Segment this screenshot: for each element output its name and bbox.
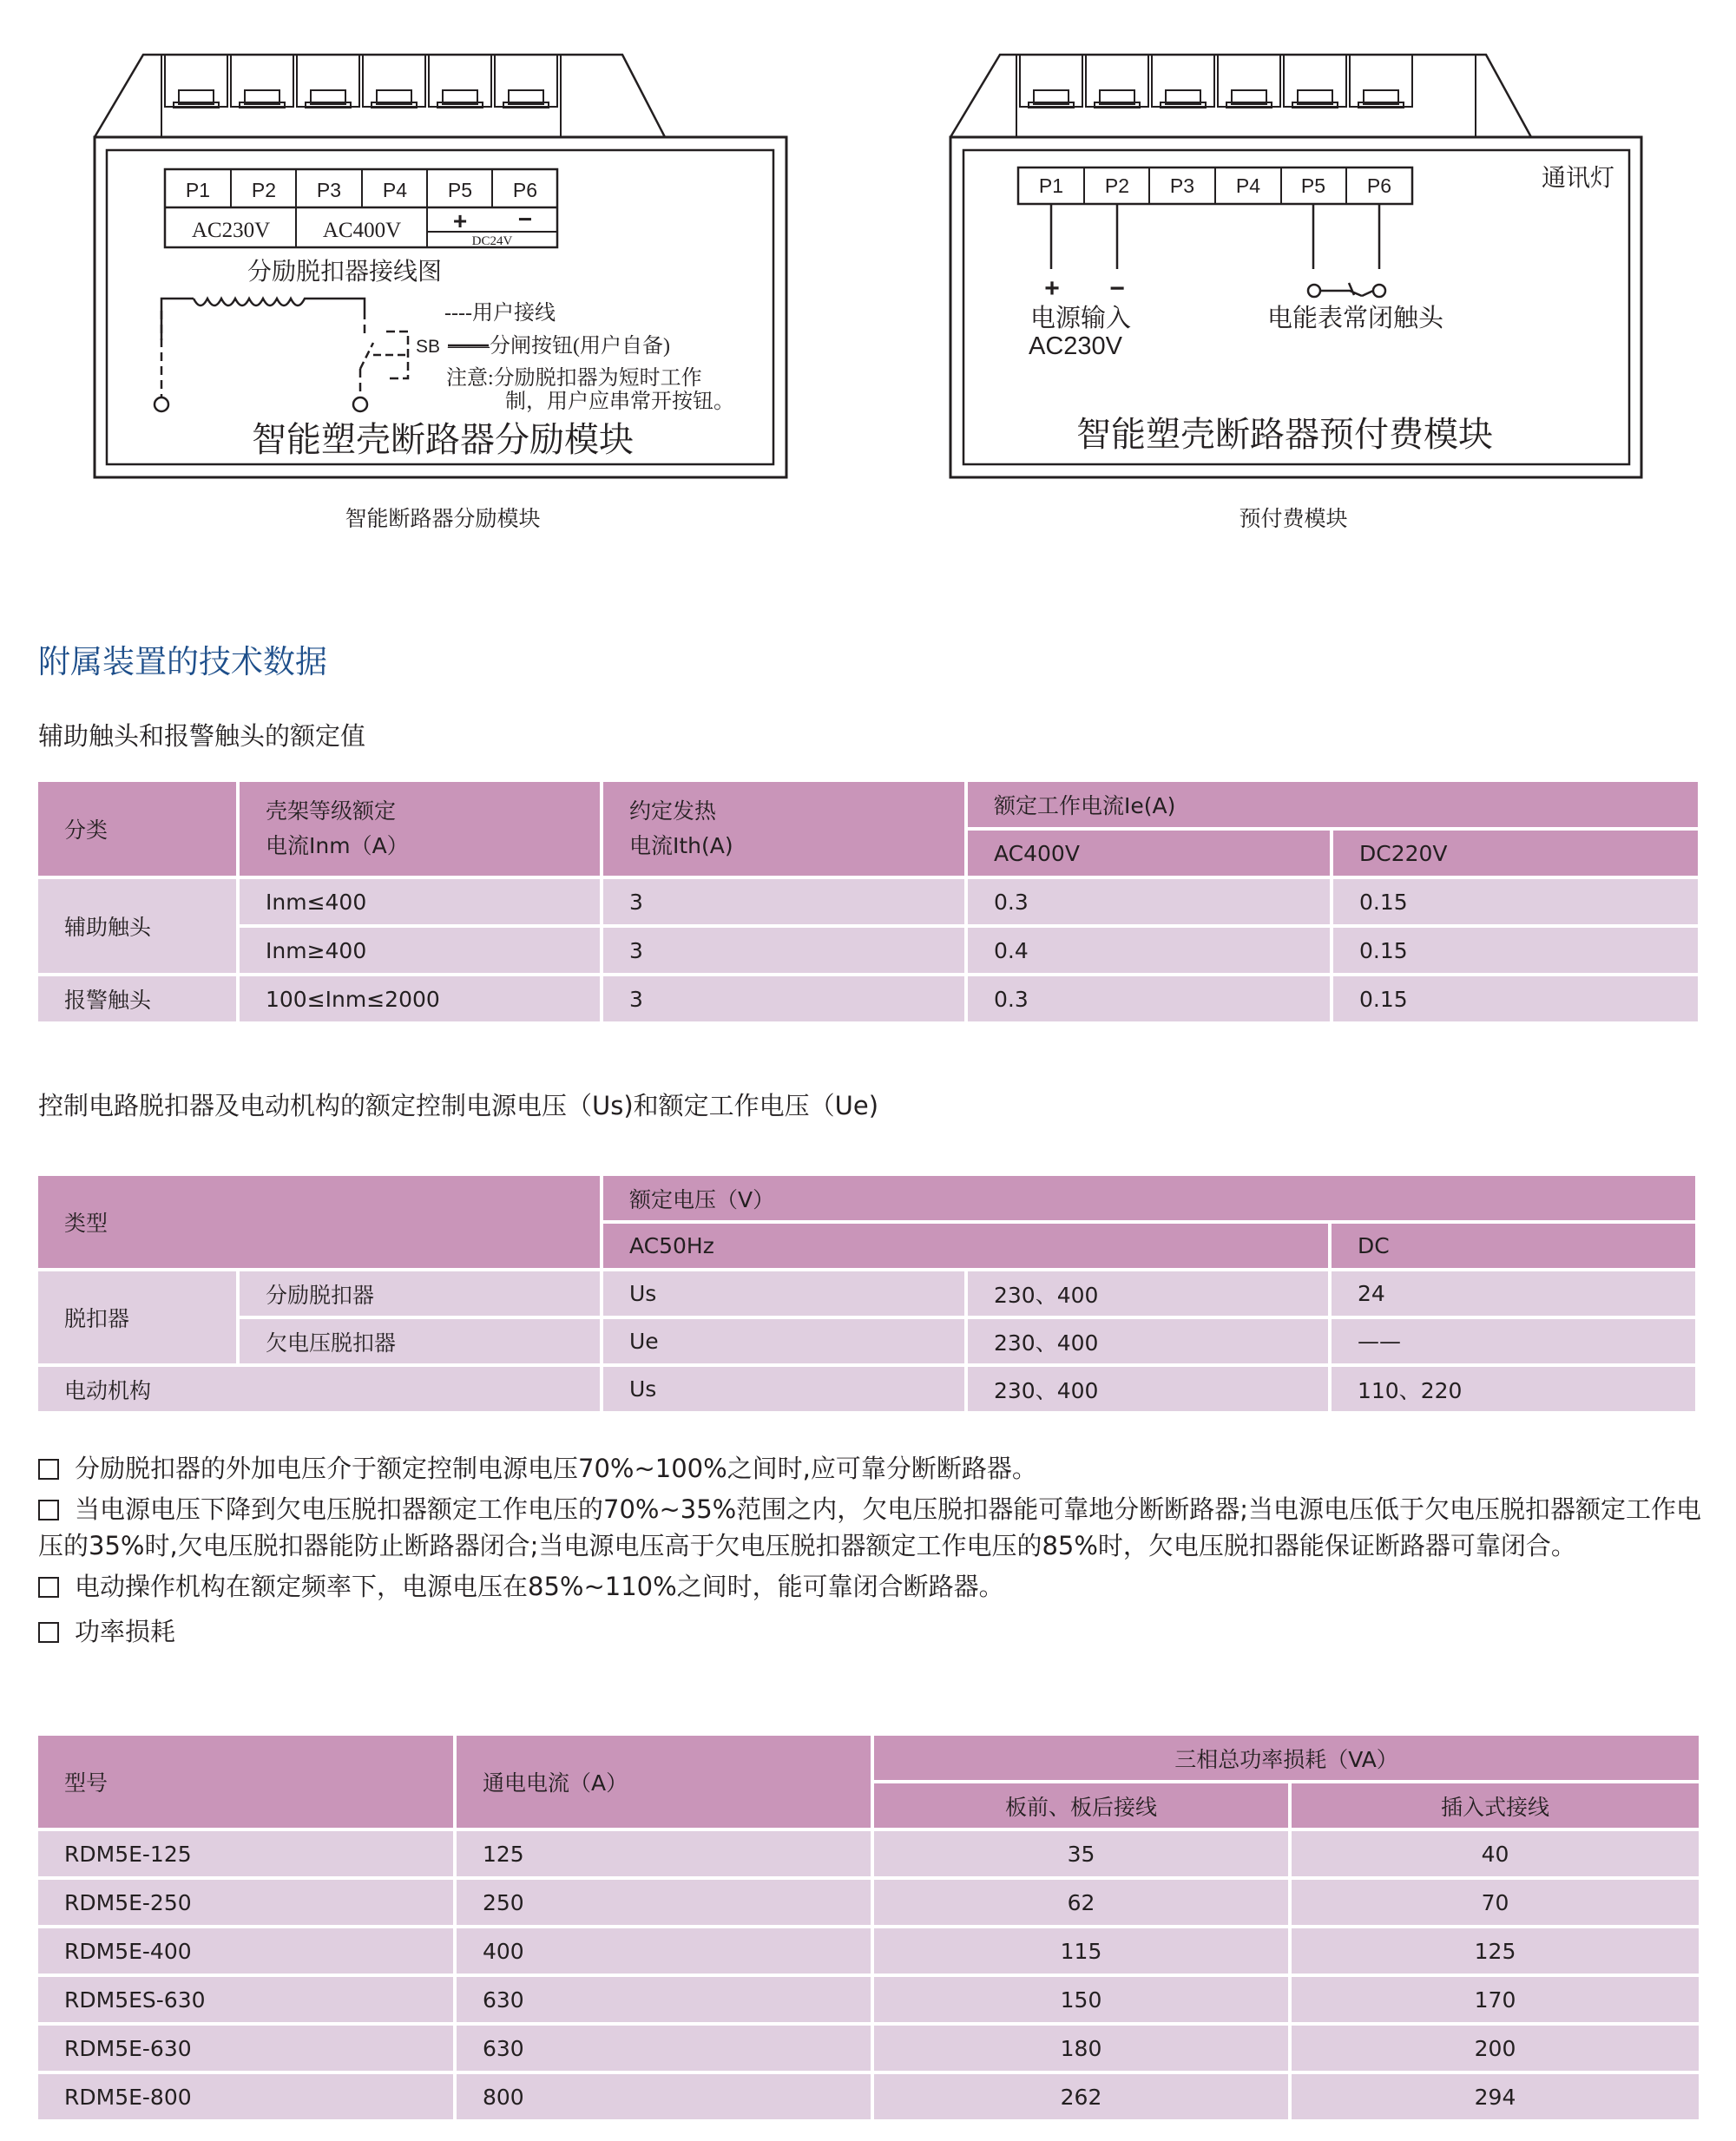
cell-plugin: 170 (1292, 1977, 1699, 2022)
terminal-label: P4 (382, 179, 408, 201)
cell-symbol: Us (603, 1271, 964, 1316)
cell-inm: Inm≤400 (240, 879, 600, 924)
header-power-loss: 三相总功率损耗（VA） (874, 1736, 1699, 1780)
cell-front-back: 262 (874, 2074, 1288, 2119)
table-row (38, 1831, 1699, 1876)
note-item (38, 1451, 1713, 1486)
table-row (38, 1977, 1699, 2022)
terminal-screw-icon (231, 55, 293, 107)
checkbox-square-icon (38, 1500, 59, 1520)
note-text: 功率损耗 (75, 1617, 176, 1646)
cell-current: 400 (457, 1928, 871, 1974)
table-row (38, 976, 1698, 1021)
cell-current: 630 (457, 1977, 871, 2022)
notes-list (38, 1451, 1713, 1649)
dc-label: DC24V (471, 234, 513, 248)
prepaid-module-caption: 预付费模块 (1239, 506, 1348, 531)
cell-symbol: Ue (603, 1319, 964, 1363)
header-ac50hz: AC50Hz (603, 1224, 1328, 1268)
cell-front-back: 150 (874, 1977, 1288, 2022)
cell-current: 125 (457, 1831, 871, 1876)
terminal-screw-icon (1350, 55, 1412, 107)
cell-ith: 3 (603, 879, 964, 924)
cell-ith: 3 (603, 976, 964, 1021)
power-voltage-label: AC230V (1029, 332, 1123, 360)
header-dc220v: DC220V (1333, 831, 1698, 876)
cell-plugin: 125 (1292, 1928, 1699, 1974)
cell-current: 250 (457, 1880, 871, 1925)
header-rated-voltage: 额定电压（V） (603, 1176, 1695, 1220)
contact-ratings-table (35, 778, 1701, 1025)
cell-current: 800 (457, 2074, 871, 2119)
cell-plugin: 200 (1292, 2026, 1699, 2071)
cell-model: RDM5E-400 (38, 1928, 453, 1974)
section-title: 附属装置的技术数据 (38, 643, 327, 680)
legend-user-wiring: ----用户接线 (444, 302, 556, 325)
sb-label: SB (416, 337, 441, 357)
shunt-module-texts (186, 179, 734, 459)
terminal-screw-icon (1020, 55, 1082, 107)
terminal-screw-icon (429, 55, 491, 107)
prepaid-module-diagram (950, 55, 1641, 477)
header-thermal-line2: 电流Ith(A) (629, 833, 733, 858)
table-row (38, 1319, 1695, 1363)
header-plugin-wiring: 插入式接线 (1292, 1783, 1699, 1828)
terminal-label: P2 (1104, 174, 1130, 197)
cell-model: RDM5E-800 (38, 2074, 453, 2119)
header-ac400v: AC400V (968, 831, 1330, 876)
terminal-label: P5 (1300, 174, 1326, 197)
group-alarm-contact: 报警触头 (38, 976, 236, 1021)
module-name: 智能塑壳断路器分励模块 (252, 420, 634, 459)
cell-dc: 110、220 (1332, 1367, 1695, 1411)
cell-dc: 24 (1332, 1271, 1695, 1316)
power-input-label: 电源输入 (1030, 305, 1132, 332)
plus-sign: + (452, 207, 468, 234)
note-item (38, 1614, 1713, 1649)
cell-name: 电动机构 (38, 1367, 600, 1411)
plus-sign: + (1044, 274, 1060, 303)
checkbox-square-icon (38, 1622, 59, 1643)
checkbox-square-icon (38, 1577, 59, 1598)
cell-dc: —— (1332, 1319, 1695, 1363)
meter-contact-label: 电能表常闭触头 (1267, 305, 1444, 332)
terminal-label: P3 (1169, 174, 1195, 197)
cell-name: 分励脱扣器 (240, 1271, 600, 1316)
cell-front-back: 35 (874, 1831, 1288, 1876)
cell-front-back: 62 (874, 1880, 1288, 1925)
wiring-diagrams (0, 0, 1736, 555)
minus-sign: − (517, 206, 533, 233)
terminal-label: P6 (1366, 174, 1392, 197)
table-row (38, 1880, 1699, 1925)
header-category: 分类 (38, 782, 236, 876)
terminal-label: P1 (1038, 174, 1064, 197)
header-frame-current (240, 782, 600, 876)
cell-name: 欠电压脱扣器 (240, 1319, 600, 1363)
comm-light-label: 通讯灯 (1542, 165, 1615, 192)
legend-button: ——分闸按钮(用户自备) (448, 335, 670, 358)
group-auxiliary-contact: 辅助触头 (38, 879, 236, 973)
note-item (38, 1491, 1713, 1564)
voltage-label-ac230: AC230V (191, 219, 271, 242)
table-row (38, 928, 1698, 973)
note-line-2: 制，用户应串常开按钮。 (505, 391, 734, 413)
terminal-label: P2 (251, 179, 277, 201)
module-name: 智能塑壳断路器预付费模块 (1076, 415, 1493, 454)
header-front-back-wiring: 板前、板后接线 (874, 1783, 1288, 1828)
cell-dc: 0.15 (1333, 928, 1698, 973)
checkbox-square-icon (38, 1459, 59, 1480)
header-model: 型号 (38, 1736, 453, 1828)
table2-title: 控制电路脱扣器及电动机构的额定控制电源电压（Us)和额定工作电压（Ue) (38, 1091, 879, 1120)
cell-inm: 100≤Inm≤2000 (240, 976, 600, 1021)
terminal-screw-icon (297, 55, 359, 107)
cell-ac: 230、400 (968, 1271, 1328, 1316)
terminal-screw-icon (1086, 55, 1148, 107)
terminal-screw-icon (1284, 55, 1346, 107)
header-current: 通电电流（A） (457, 1736, 871, 1828)
terminal-screw-icon (495, 55, 557, 107)
cell-model: RDM5E-125 (38, 1831, 453, 1876)
note-item (38, 1569, 1713, 1604)
cell-ac: 230、400 (968, 1367, 1328, 1411)
shunt-module-caption: 智能断路器分励模块 (345, 506, 541, 531)
header-frame-current-line2: 电流Inm（A） (266, 833, 409, 858)
cell-current: 630 (457, 2026, 871, 2071)
terminal-label: P6 (512, 179, 538, 201)
cell-symbol: Us (603, 1367, 964, 1411)
cell-model: RDM5ES-630 (38, 1977, 453, 2022)
note-text: 当电源电压下降到欠电压脱扣器额定工作电压的70%~35%范围之内，欠电压脱扣器能可靠地分断断路器;当电源电压低于欠电压脱扣器额定工作电压的35%时,欠电压脱扣器能防止断路器闭合;当电源电压高于欠电压脱扣器额定工作电压的85%时，欠电压脱扣器能保证断路器可靠闭合。 (38, 1494, 1701, 1560)
header-frame-current-line1: 壳架等级额定 (266, 798, 397, 824)
terminal-screw-icon (363, 55, 425, 107)
cell-ac: 230、400 (968, 1319, 1328, 1363)
cell-plugin: 70 (1292, 1880, 1699, 1925)
terminal-screw-icon (165, 55, 227, 107)
table-row (38, 1367, 1695, 1411)
cell-model: RDM5E-250 (38, 1880, 453, 1925)
wiring-title: 分励脱扣器接线图 (247, 259, 443, 286)
group-release: 脱扣器 (38, 1271, 236, 1363)
cell-front-back: 180 (874, 2026, 1288, 2071)
cell-model: RDM5E-630 (38, 2026, 453, 2071)
control-voltage-table (35, 1172, 1699, 1415)
minus-sign: − (1109, 274, 1125, 303)
table-row (38, 2074, 1699, 2119)
cell-ac: 0.3 (968, 976, 1330, 1021)
table1-title: 辅助触头和报警触头的额定值 (38, 721, 366, 751)
terminal-label: P3 (316, 179, 342, 201)
voltage-label-ac400: AC400V (322, 219, 402, 242)
cell-ac: 0.3 (968, 879, 1330, 924)
power-loss-table (35, 1732, 1702, 2123)
header-thermal-current (603, 782, 964, 876)
terminal-label: P1 (185, 179, 211, 201)
terminal-label: P5 (447, 179, 473, 201)
cell-ac: 0.4 (968, 928, 1330, 973)
terminal-label: P4 (1235, 174, 1261, 197)
cell-plugin: 294 (1292, 2074, 1699, 2119)
note-text: 电动操作机构在额定频率下，电源电压在85%~110%之间时，能可靠闭合断路器。 (75, 1572, 1004, 1601)
header-rated-current: 额定工作电流Ie(A) (968, 782, 1698, 827)
header-type: 类型 (38, 1176, 600, 1268)
note-line-1: 注意:分励脱扣器为短时工作 (446, 367, 702, 390)
cell-front-back: 115 (874, 1928, 1288, 1974)
terminal-screw-icon (1152, 55, 1214, 107)
header-dc: DC (1332, 1224, 1695, 1268)
cell-dc: 0.15 (1333, 879, 1698, 924)
cell-dc: 0.15 (1333, 976, 1698, 1021)
cell-inm: Inm≥400 (240, 928, 600, 973)
header-thermal-line1: 约定发热 (629, 798, 717, 824)
table-row (38, 2026, 1699, 2071)
table-row (38, 1928, 1699, 1974)
table-row (38, 879, 1698, 924)
cell-plugin: 40 (1292, 1831, 1699, 1876)
note-text: 分励脱扣器的外加电压介于额定控制电源电压70%~100%之间时,应可靠分断断路器。 (75, 1454, 1037, 1483)
cell-ith: 3 (603, 928, 964, 973)
table-row (38, 1271, 1695, 1316)
terminal-screw-icon (1218, 55, 1280, 107)
